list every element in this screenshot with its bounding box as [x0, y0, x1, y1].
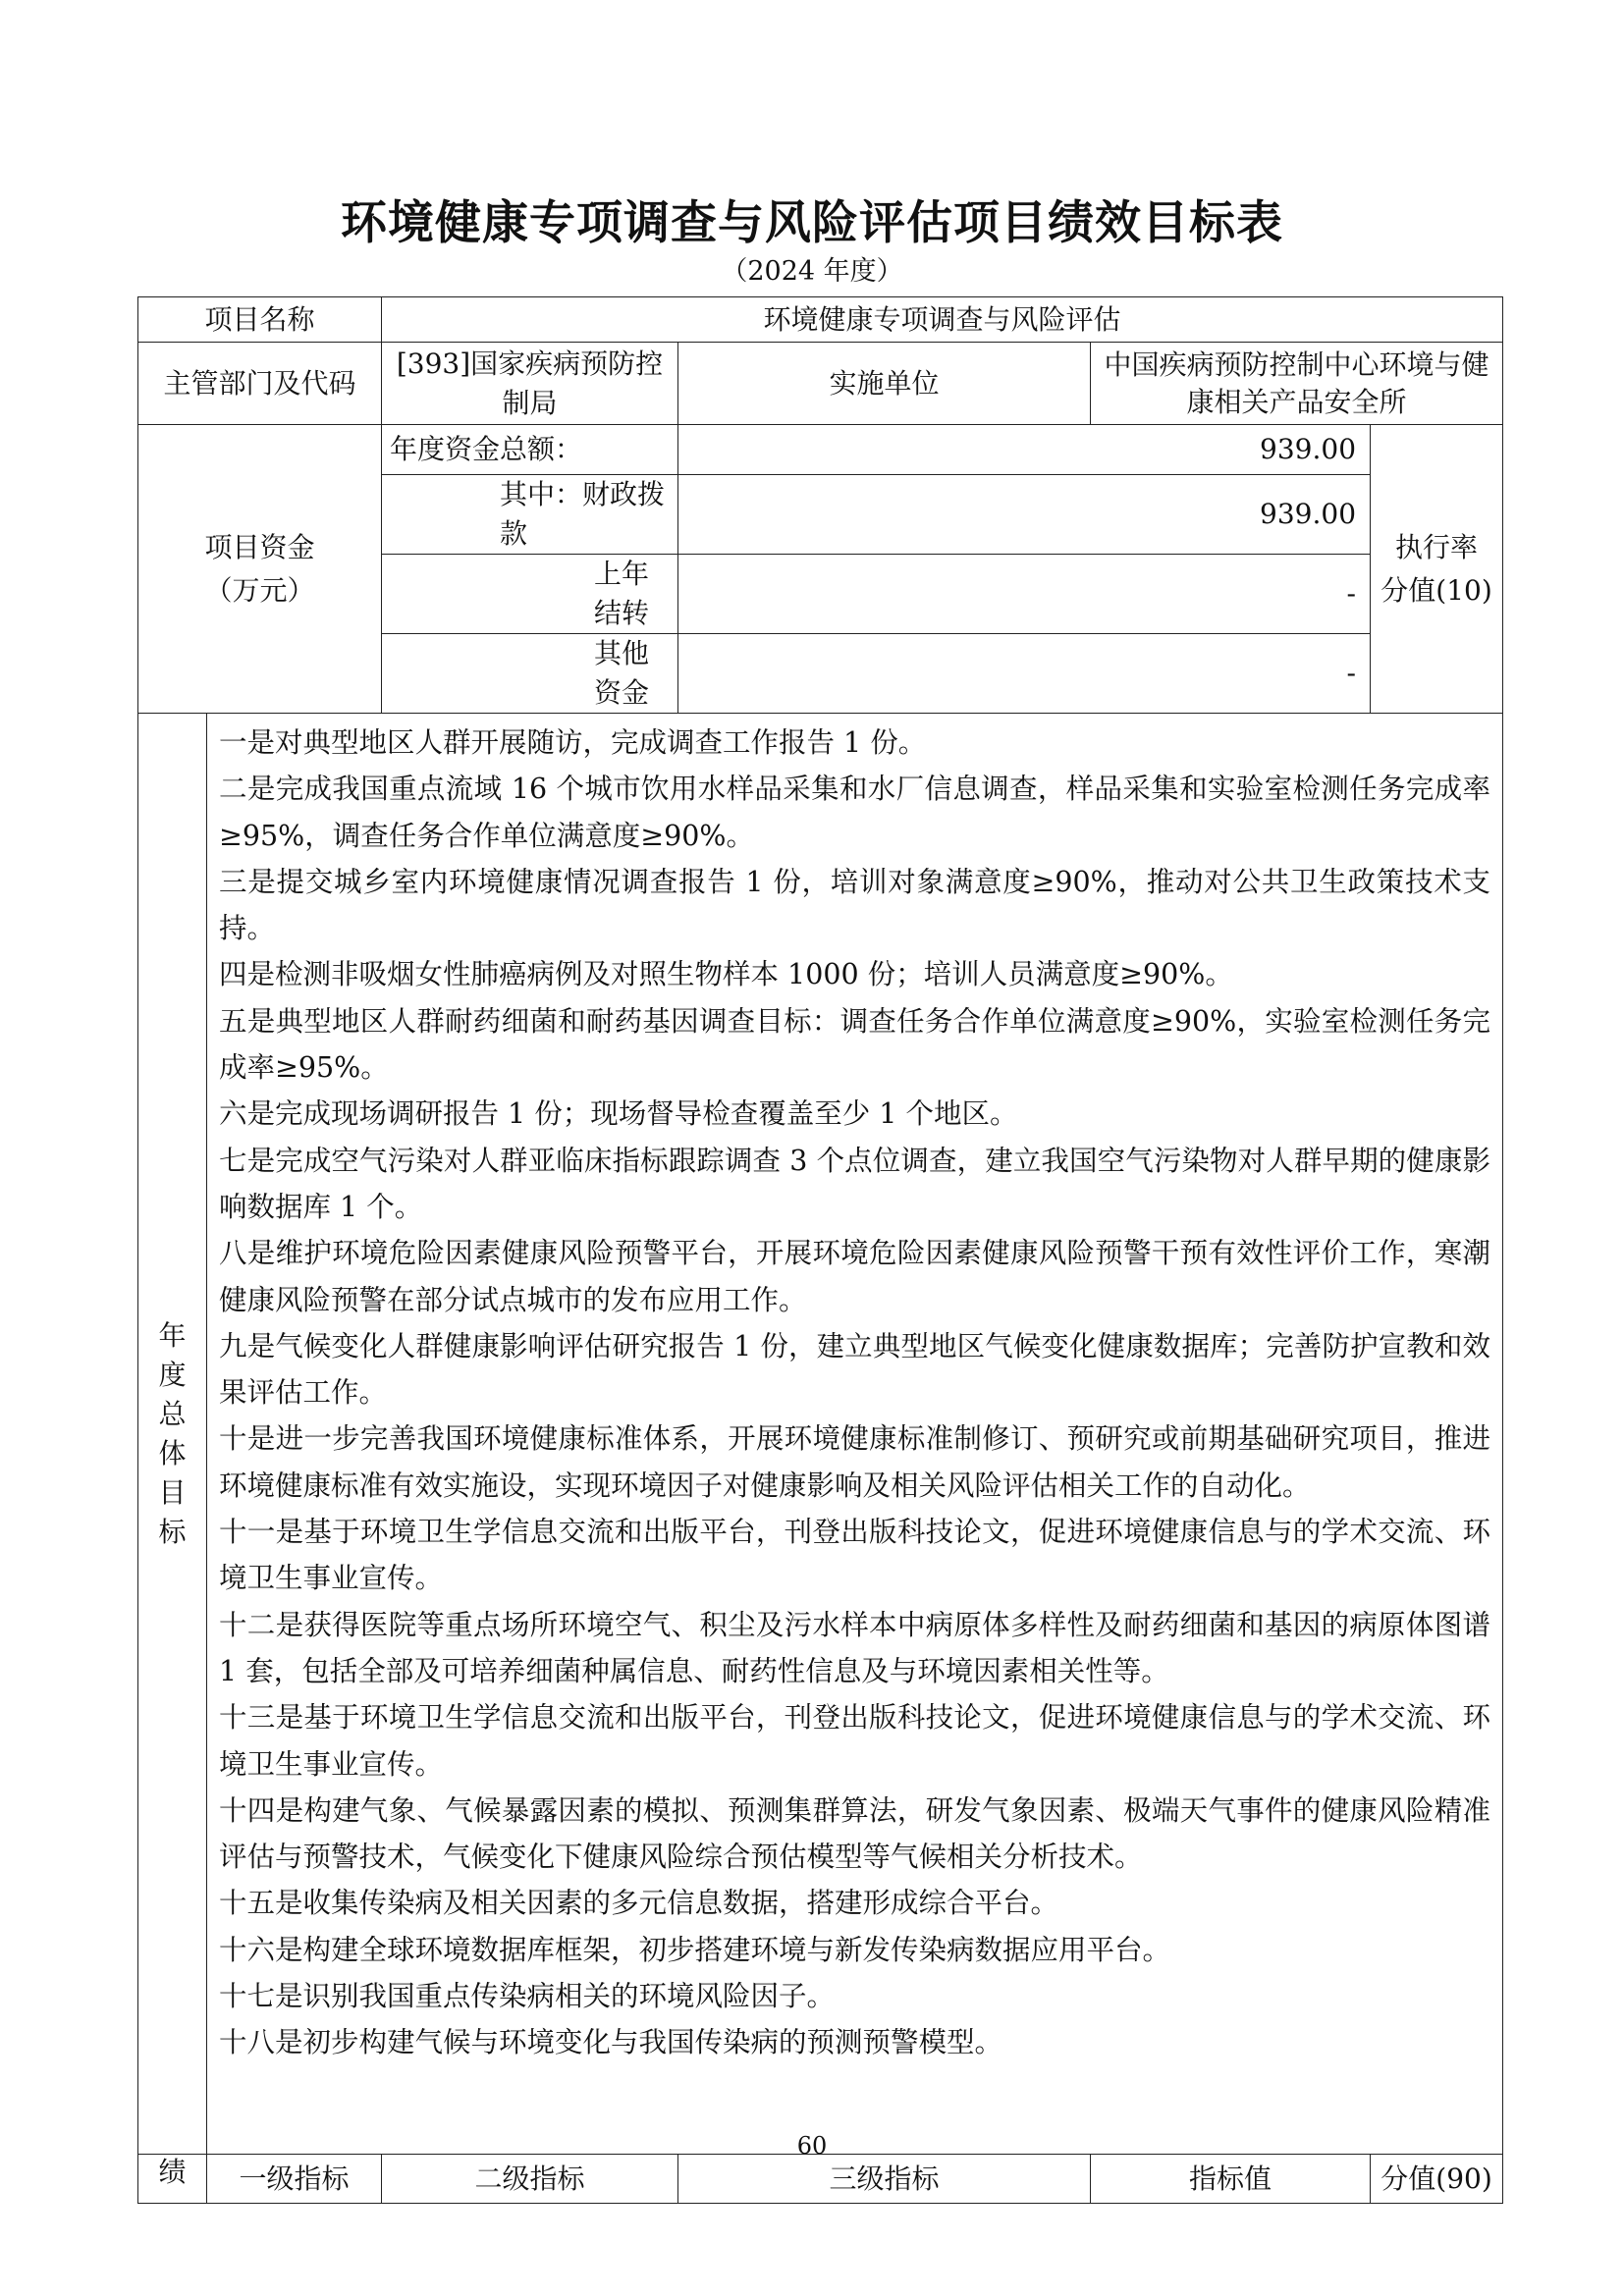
goal-item: 九是气候变化人群健康影响评估研究报告 1 份，建立典型地区气候变化健康数据库；完善防护宣教和效果评估工作。: [219, 1329, 1491, 1410]
funds-label-line2: （万元）: [204, 573, 315, 607]
goal-item: 十四是构建气象、气候暴露因素的模拟、预测集群算法，研发气象因素、极端天气事件的健康风险精准评估与预警技术，气候变化下健康风险综合预估模型等气候相关分析技术。: [219, 1793, 1491, 1874]
goal-item: 四是检测非吸烟女性肺癌病例及对照生物样本 1000 份；培训人员满意度≥90%。: [219, 958, 1233, 991]
impl-unit-label: 实施单位: [678, 343, 1091, 425]
goal-item: 十是进一步完善我国环境健康标准体系，开展环境健康标准制修订、预研究或前期基础研究项目，推进环境健康标准有效实施设，实现环境因子对健康影响及相关风险评估相关工作的自动化。: [219, 1422, 1491, 1502]
indicator-level1-header: 一级指标: [207, 2155, 382, 2204]
project-name-row: [138, 297, 1503, 343]
impl-unit-value: 中国疾病预防控制中心环境与健康相关产品安全所: [1091, 343, 1503, 425]
project-name-value: 环境健康专项调查与风险评估: [382, 297, 1503, 343]
goal-item: 八是维护环境危险因素健康风险预警平台，开展环境危险因素健康风险预警干预有效性评价工作，寒潮健康风险预警在部分试点城市的发布应用工作。: [219, 1237, 1491, 1316]
goal-item: 三是提交城乡室内环境健康情况调查报告 1 份，培训对象满意度≥90%，推动对公共卫生政策技术支持。: [219, 865, 1491, 945]
goal-item: 十三是基于环境卫生学信息交流和出版平台，刊登出版科技论文，促进环境健康信息与的学术交流、环境卫生事业宣传。: [219, 1701, 1491, 1781]
indicator-level2-header: 二级指标: [382, 2155, 678, 2204]
department-row: [138, 343, 1503, 425]
page-number: 60: [796, 2132, 828, 2160]
indicator-side-label: 绩: [138, 2155, 207, 2204]
funds-label-line1: 项目资金: [204, 530, 315, 563]
goal-item: 二是完成我国重点流域 16 个城市饮用水样品采集和水厂信息调查，样品采集和实验室检测任务完成率≥95%，调查任务合作单位满意度≥90%。: [219, 773, 1491, 852]
project-name-label: 项目名称: [138, 297, 382, 343]
goal-item: 十八是初步构建气候与环境变化与我国传染病的预测预警模型。: [219, 2026, 1003, 2059]
annual-goal-label-char: 度: [158, 1358, 187, 1391]
performance-target-table: [137, 296, 1503, 2204]
indicator-header-row: [138, 2155, 1503, 2204]
goal-item: 十七是识别我国重点传染病相关的环境风险因子。: [219, 1980, 836, 2013]
annual-goals-row: [138, 714, 1503, 2155]
funds-other-value: -: [678, 634, 1371, 714]
goal-item: 十一是基于环境卫生学信息交流和出版平台，刊登出版科技论文，促进环境健康信息与的学术交流、环境卫生事业宣传。: [219, 1516, 1491, 1595]
annual-goal-label-char: 目: [158, 1475, 187, 1509]
goal-item: 七是完成空气污染对人群亚临床指标跟踪调查 3 个点位调查，建立我国空气污染物对人群早期的健康影响数据库 1 个。: [219, 1144, 1491, 1223]
goal-item: 一是对典型地区人群开展随访，完成调查工作报告 1 份。: [219, 726, 927, 759]
funds-other-label: 其他资金: [382, 634, 678, 714]
indicator-level3-header: 三级指标: [678, 2155, 1091, 2204]
funds-label: [138, 425, 382, 714]
exec-rate-line2: 分值(10): [1380, 573, 1492, 607]
annual-goal-label-char: 年: [158, 1318, 187, 1352]
page-subtitle: （2024 年度）: [721, 256, 903, 287]
annual-goal-label: [138, 714, 207, 2155]
funds-total-value: 939.00: [678, 425, 1371, 475]
exec-rate-line1: 执行率: [1395, 530, 1479, 563]
goal-item: 十二是获得医院等重点场所环境空气、积尘及污水样本中病原体多样性及耐药细菌和基因的病原体图谱 1 套，包括全部及可培养细菌种属信息、耐药性信息及与环境因素相关性等。: [219, 1608, 1491, 1687]
funds-total-label: 年度资金总额：: [382, 425, 678, 475]
exec-rate-cell: [1371, 425, 1503, 714]
annual-goal-label-char: 标: [158, 1515, 187, 1548]
goal-item: 六是完成现场调研报告 1 份；现场督导检查覆盖至少 1 个地区。: [219, 1097, 1018, 1131]
funds-carryover-value: -: [678, 555, 1371, 634]
page-title: 环境健康专项调查与风险评估项目绩效目标表: [341, 196, 1283, 250]
annual-goal-label-char: 总: [158, 1397, 187, 1430]
goal-item: 十六是构建全球环境数据库框架，初步搭建环境与新发传染病数据应用平台。: [219, 1933, 1171, 1966]
funds-fiscal-label: 其中：财政拨款: [382, 475, 678, 555]
annual-goals-content: [207, 714, 1503, 2155]
annual-goal-label-char: 体: [158, 1436, 187, 1469]
goal-item: 五是典型地区人群耐药细菌和耐药基因调查目标：调查任务合作单位满意度≥90%，实验室检测任务完成率≥95%。: [219, 1004, 1491, 1085]
funds-row-total: [138, 425, 1503, 475]
indicator-value-header: 指标值: [1091, 2155, 1371, 2204]
dept-value: [393]国家疾病预防控制局: [382, 343, 678, 425]
indicator-score-header: 分值(90): [1371, 2155, 1503, 2204]
goal-item: 十五是收集传染病及相关因素的多元信息数据，搭建形成综合平台。: [219, 1887, 1059, 1920]
funds-fiscal-value: 939.00: [678, 475, 1371, 555]
dept-label: 主管部门及代码: [138, 343, 382, 425]
funds-carryover-label: 上年结转: [382, 555, 678, 634]
